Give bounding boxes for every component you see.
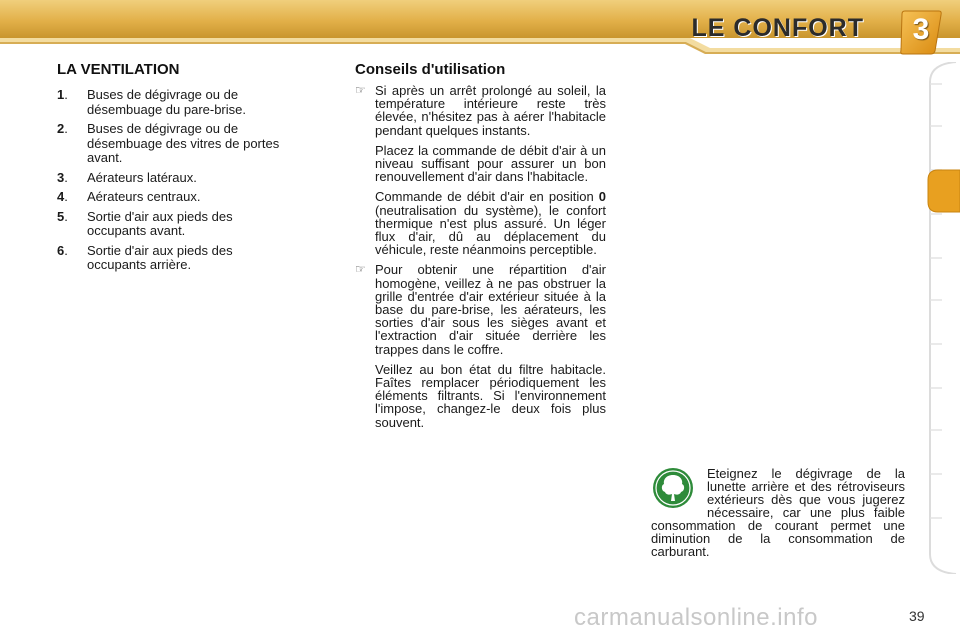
tip-paragraph	[375, 190, 606, 256]
legend-number: 2	[57, 121, 65, 136]
footer-watermark: carmanualsonline.info	[574, 604, 818, 631]
legend-number-dot: .	[64, 189, 68, 204]
page-number: 39	[909, 608, 925, 624]
legend-item	[57, 171, 287, 186]
legend-item	[57, 88, 287, 117]
legend-text: Sortie d'air aux pieds des occupants avant.	[87, 208, 233, 238]
section-title: LA VENTILATION	[57, 61, 180, 78]
legend-number-dot: .	[64, 121, 68, 136]
chapter-tabs	[926, 62, 960, 574]
tip-item	[355, 263, 606, 428]
legend-number: 6	[57, 242, 65, 258]
legend-number: 4	[57, 189, 65, 204]
eco-note-text: Eteignez le dégivrage de la lunette arrière et des rétroviseurs extérieurs dès que vous jugerez nécessaire, car une plus faible consommation de courant permet une diminution de la consommation de carburant.	[651, 466, 905, 559]
tips-block	[355, 84, 606, 436]
tip-text: (neutralisation du système), le confort thermique n'est plus assuré. Un léger flux d'air, dû au déplacement du véhicule, reste néanmoins perceptible.	[375, 202, 606, 258]
legend-number-dot: .	[64, 169, 68, 185]
chapter-number: 3	[912, 13, 930, 46]
legend-item	[57, 190, 287, 205]
legend-list	[57, 88, 287, 278]
legend-item	[57, 122, 287, 166]
chapter-tabs-graphic	[926, 62, 960, 574]
legend-number: 3	[57, 169, 65, 185]
legend-number: 1	[57, 87, 65, 102]
tip-paragraph: Si après un arrêt prolongé au soleil, la température intérieure reste très élevée, n'hésitez pas à aérer l'habitacle pendant quelques instants.	[375, 83, 606, 138]
tip-paragraph: Placez la commande de débit d'air à un niveau suffisant pour assurer un bon renouvellement d'air dans l'habitacle.	[375, 142, 606, 185]
header-band	[0, 0, 960, 58]
legend-number-dot: .	[64, 208, 68, 224]
legend-text: Aérateurs centraux.	[87, 189, 201, 204]
legend-item	[57, 244, 287, 273]
icon-spacer	[651, 467, 707, 517]
tip-paragraph: Pour obtenir une répartition d'air homogène, veillez à ne pas obstruer la grille d'entrée d'air extérieur située à la base du pare-brise, les aérateurs, les sorties d'air sous les sièges avant et l'extraction d'air située derrière les trappes dans le coffre.	[375, 262, 606, 357]
legend-text: Buses de dégivrage ou de désembuage du pare-brise.	[87, 87, 246, 117]
pointing-hand-icon: ☞	[355, 83, 366, 97]
tips-title: Conseils d'utilisation	[355, 61, 506, 78]
legend-number-dot: .	[64, 87, 68, 102]
tip-item	[355, 84, 606, 256]
legend-text: Aérateurs latéraux.	[87, 169, 197, 185]
chapter-title: LE CONFORT	[691, 14, 864, 42]
position-zero: 0	[598, 189, 606, 205]
legend-number: 5	[57, 208, 65, 224]
eco-note	[651, 467, 905, 558]
legend-number-dot: .	[64, 242, 68, 258]
legend-text: Sortie d'air aux pieds des occupants arrière.	[87, 242, 233, 272]
legend-text: Buses de dégivrage ou de désembuage des vitres de portes avant.	[87, 121, 280, 165]
pointing-hand-icon: ☞	[355, 262, 366, 277]
legend-item	[57, 210, 287, 239]
tip-paragraph: Veillez au bon état du filtre habitacle. Faîtes remplacer périodiquement les éléments filtrants. Si l'environnement l'impose, changez-le deux fois plus souvent.	[375, 361, 606, 430]
chapter-number-badge	[899, 9, 943, 55]
tip-text: Commande de débit d'air en position	[375, 189, 599, 205]
